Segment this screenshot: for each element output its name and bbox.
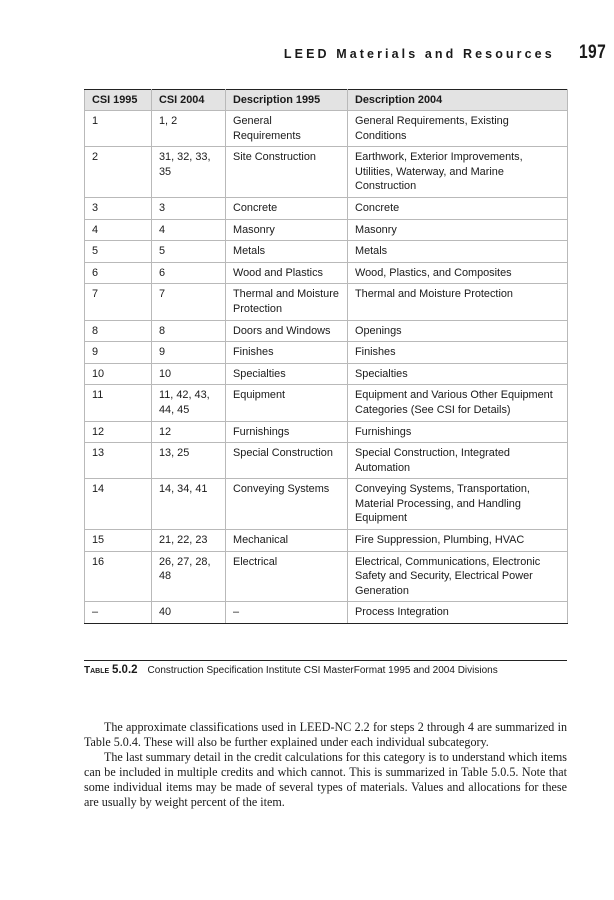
cell-description-1995: Doors and Windows (226, 320, 348, 342)
cell-csi-2004: 7 (152, 284, 226, 320)
table-row (85, 197, 568, 219)
cell-description-2004: Special Construction, Integrated Automation (348, 443, 568, 479)
cell-csi-1995: 5 (85, 241, 152, 263)
csi-divisions-table (84, 89, 568, 624)
page-number: 197 (578, 42, 606, 63)
cell-description-2004: Masonry (348, 219, 568, 241)
column-header-csi-2004: CSI 2004 (152, 90, 226, 111)
cell-description-2004: Equipment and Various Other Equipment Categories (See CSI for Details) (348, 385, 568, 421)
cell-description-2004: Earthwork, Exterior Improvements, Utilities, Waterway, and Marine Construction (348, 147, 568, 198)
cell-csi-1995: 16 (85, 551, 152, 602)
table-row (85, 111, 568, 147)
table-row (85, 342, 568, 364)
cell-description-1995: Mechanical (226, 530, 348, 552)
cell-csi-1995: 1 (85, 111, 152, 147)
table-row (85, 363, 568, 385)
cell-csi-2004: 4 (152, 219, 226, 241)
cell-csi-2004: 5 (152, 241, 226, 263)
cell-csi-2004: 9 (152, 342, 226, 364)
cell-csi-1995: 12 (85, 421, 152, 443)
cell-csi-1995: 13 (85, 443, 152, 479)
table-row (85, 602, 568, 624)
cell-description-2004: Thermal and Moisture Protection (348, 284, 568, 320)
cell-csi-1995: 3 (85, 197, 152, 219)
cell-description-1995: Furnishings (226, 421, 348, 443)
column-header-csi-1995: CSI 1995 (85, 90, 152, 111)
cell-csi-2004: 8 (152, 320, 226, 342)
cell-description-1995: Specialties (226, 363, 348, 385)
cell-description-1995: Special Construction (226, 443, 348, 479)
cell-description-2004: Process Integration (348, 602, 568, 624)
cell-csi-2004: 26, 27, 28, 48 (152, 551, 226, 602)
cell-csi-1995: 10 (85, 363, 152, 385)
cell-description-2004: Metals (348, 241, 568, 263)
column-header-description-1995: Description 1995 (226, 90, 348, 111)
cell-description-2004: Furnishings (348, 421, 568, 443)
cell-description-1995: Thermal and Moisture Protection (226, 284, 348, 320)
cell-description-1995: Metals (226, 241, 348, 263)
table-row (85, 147, 568, 198)
cell-description-2004: Concrete (348, 197, 568, 219)
cell-description-1995: Wood and Plastics (226, 262, 348, 284)
cell-csi-1995: 8 (85, 320, 152, 342)
table-row (85, 219, 568, 241)
cell-csi-1995: 14 (85, 479, 152, 530)
cell-description-1995: Equipment (226, 385, 348, 421)
cell-csi-1995: 6 (85, 262, 152, 284)
table-row (85, 320, 568, 342)
caption-text: Construction Specification Institute CSI MasterFormat 1995 and 2004 Divisions (147, 665, 498, 676)
cell-csi-2004: 11, 42, 43, 44, 45 (152, 385, 226, 421)
cell-csi-2004: 13, 25 (152, 443, 226, 479)
column-header-description-2004: Description 2004 (348, 90, 568, 111)
cell-description-1995: General Requirements (226, 111, 348, 147)
cell-csi-1995: 9 (85, 342, 152, 364)
cell-description-1995: Finishes (226, 342, 348, 364)
table-row (85, 530, 568, 552)
table-row (85, 421, 568, 443)
cell-description-1995: Conveying Systems (226, 479, 348, 530)
table-caption (84, 660, 567, 676)
table-row (85, 262, 568, 284)
cell-csi-1995: 2 (85, 147, 152, 198)
table-row (85, 241, 568, 263)
cell-description-2004: Wood, Plastics, and Composites (348, 262, 568, 284)
cell-description-2004: Conveying Systems, Transportation, Material Processing, and Handling Equipment (348, 479, 568, 530)
cell-description-2004: Specialties (348, 363, 568, 385)
cell-csi-2004: 21, 22, 23 (152, 530, 226, 552)
table-row (85, 284, 568, 320)
table-body (85, 111, 568, 624)
cell-csi-2004: 12 (152, 421, 226, 443)
cell-description-1995: Masonry (226, 219, 348, 241)
cell-csi-2004: 1, 2 (152, 111, 226, 147)
body-text (84, 720, 567, 810)
paragraph: The approximate classifications used in LEED-NC 2.2 for steps 2 through 4 are summarized in Table 5.0.4. These will also be further explained under each individual subcategory. (84, 720, 567, 749)
table-row (85, 479, 568, 530)
cell-description-1995: Site Construction (226, 147, 348, 198)
paragraph: The last summary detail in the credit calculations for this category is to understand which items can be included in multiple credits and which cannot. This is summarized in Table 5.0.5. Note that some individual items may be made of several types of materials. Values and allocations for these are usually by weight percent of the item. (84, 750, 567, 809)
cell-description-2004: Openings (348, 320, 568, 342)
cell-csi-2004: 14, 34, 41 (152, 479, 226, 530)
cell-description-1995: Concrete (226, 197, 348, 219)
caption-label (84, 665, 138, 676)
cell-csi-2004: 31, 32, 33, 35 (152, 147, 226, 198)
running-head (284, 42, 606, 64)
cell-csi-1995: 7 (85, 284, 152, 320)
cell-csi-2004: 6 (152, 262, 226, 284)
caption-label-word: Table (84, 665, 110, 676)
table-header-row (85, 90, 568, 111)
table-row (85, 443, 568, 479)
cell-csi-1995: – (85, 602, 152, 624)
cell-csi-1995: 15 (85, 530, 152, 552)
cell-csi-2004: 3 (152, 197, 226, 219)
cell-description-2004: Finishes (348, 342, 568, 364)
cell-description-1995: – (226, 602, 348, 624)
cell-description-1995: Electrical (226, 551, 348, 602)
cell-description-2004: Electrical, Communications, Electronic Safety and Security, Electrical Power Generation (348, 551, 568, 602)
cell-csi-1995: 4 (85, 219, 152, 241)
cell-description-2004: Fire Suppression, Plumbing, HVAC (348, 530, 568, 552)
cell-csi-2004: 10 (152, 363, 226, 385)
running-title: LEED Materials and Resources (283, 47, 555, 61)
caption-number: 5.0.2 (111, 664, 138, 676)
table-row (85, 551, 568, 602)
table-row (85, 385, 568, 421)
cell-csi-2004: 40 (152, 602, 226, 624)
cell-csi-1995: 11 (85, 385, 152, 421)
cell-description-2004: General Requirements, Existing Conditions (348, 111, 568, 147)
